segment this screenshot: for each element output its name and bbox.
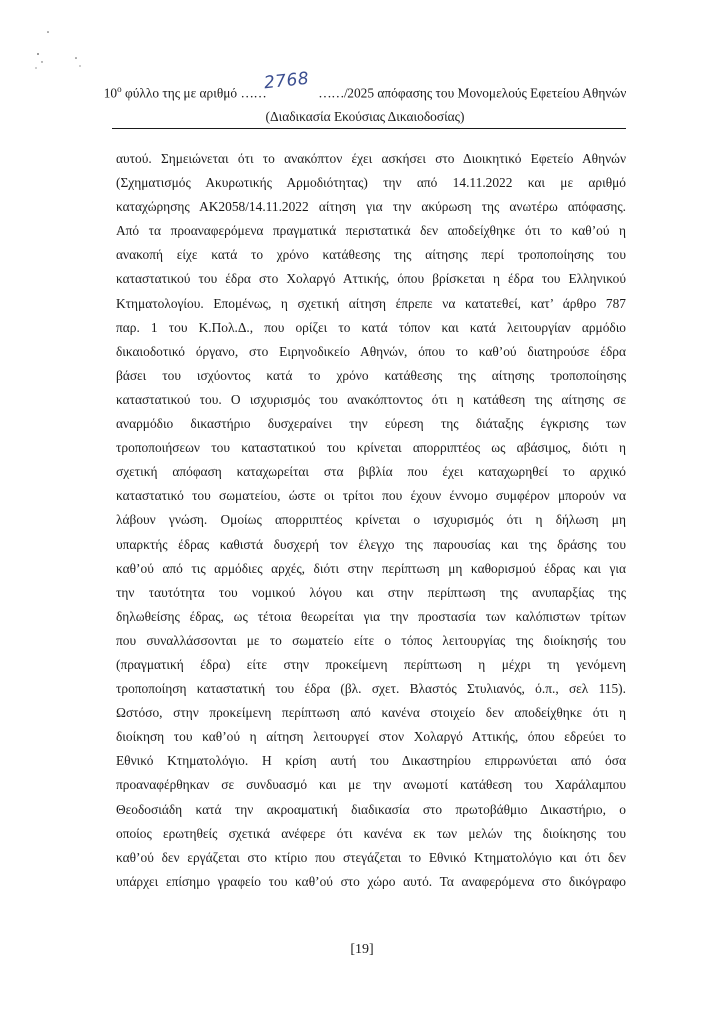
page-header [100, 69, 630, 129]
body-line: αναρμόδιο δικαστήριο δυσχεραίνει την εύρεση της διάταξης έγκρισης των [116, 416, 626, 432]
body-line: καταχώρησης ΑΚ2058/14.11.2022 αίτηση για την ακύρωση της ανωτέρω απόφασης. [116, 199, 626, 215]
header-dots-before: …… [240, 85, 267, 101]
page-number: [19] [350, 942, 374, 957]
sheet-number-superscript: ο [117, 84, 122, 94]
body-paragraph [116, 147, 626, 894]
body-line: καταστατικού του. Ο ισχυρισμός του ανακόπτοντος ότι η κατάθεση της αίτησης σε [116, 391, 626, 407]
body-line: υπάρχει επίσημο γραφείο του καθ’ού στο χώρο αυτό. Τα αναφερόμενα στο δικόγραφο [116, 873, 626, 889]
body-line: διοίκηση του καθ’ού η αίτηση λειτουργεί στον Χολαργό Αττικής, όπου εδρεύει το [116, 729, 626, 745]
body-line: λάβουν γνώση. Ομοίως απορριπτέος κρίνεται ο ισχυρισμός ότι η δήλωση μη [116, 512, 626, 528]
sheet-number: 10 [103, 85, 118, 101]
body-line: καταστατικό του σωματείου, ώστε οι τρίτοι που έχουν έννομο συμφέρον μπορούν να [116, 488, 626, 504]
header-title-line [100, 69, 630, 105]
body-line: υπαρκτής έδρας καθιστά δυσχερή τον έλεγχο της παρουσίας και της δράσης του [116, 536, 626, 552]
body-line: Εθνικό Κτηματολόγιο. Η κρίση αυτή του Δικαστηρίου επιρρωνύεται από όσα [116, 753, 626, 769]
body-line: βάσει του ισχύοντος κατά το χρόνο κατάθεσης της αίτησης τροποποίησης [116, 367, 626, 383]
body-line: την ταυτότητα του νομικού λόγου και στην περίπτωση της ανυπαρξίας της [116, 584, 626, 600]
body-line: αυτού. Σημειώνεται ότι το ανακόπτον έχει ασκήσει στο Διοικητικό Εφετείο Αθηνών [116, 151, 626, 166]
body-line: σχετική απόφαση καταχωρείται στα βιβλία που έχει καταχωρηθεί το αρχικό [116, 464, 626, 480]
header-text-after-number: 2025 απόφασης του Μονομελούς Εφετείου Αθηνών [347, 85, 627, 101]
header-dots-after: ……/ [318, 85, 348, 101]
body-line: καθ’ού από τις αρμόδιες αρχές, διότι στην περίπτωση μη καθορισμού έδρας και για [116, 560, 626, 576]
header-text-before-number: φύλλο της με αριθμό [121, 85, 241, 101]
body-line: ανακοπή είχε κατά το χρόνο κατάθεσης της αίτησης περί τροποποίησης του [116, 247, 626, 263]
body-line: Από τα προαναφερόμενα πραγματικά περιστατικά δεν αποδείχθηκε ότι το καθ’ού η [116, 223, 626, 239]
body-line: τροποποίηση καταστατική του έδρα (βλ. σχετ. Βλαστός Στυλιανός, ό.π., σελ 115). [116, 681, 626, 697]
body-line: (Σχηματισμός Ακυρωτικής Αρμοδιότητας) την από 14.11.2022 και με αριθμό [116, 175, 626, 191]
header-subtitle: (Διαδικασία Εκούσιας Δικαιοδοσίας) [265, 109, 465, 125]
body-line: καταστατικού του έδρα στο Χολαργό Αττικής, όπου βρίσκεται η έδρα του Ελληνικού [116, 271, 626, 287]
header-rule [112, 128, 626, 129]
body-line: παρ. 1 του Κ.Πολ.Δ., που ορίζει το κατά τόπον και κατά λειτουργίαν αρμόδιο [116, 319, 626, 335]
body-line: οποίος ερωτηθείς σχετικά ανέφερε ότι κανένα εκ των μελών της διοίκησης του [116, 825, 626, 841]
handwritten-decision-number: 2768 [263, 69, 311, 94]
scan-specks [30, 28, 90, 88]
body-line: Κτηματολογίου. Επομένως, η σχετική αίτηση έπρεπε να κατατεθεί, κατ’ άρθρο 787 [116, 295, 626, 311]
body-line: (πραγματική έδρα) είτε στην προκείμενη περίπτωση η μέχρι τη γενόμενη [116, 656, 626, 672]
body-line: Ωστόσο, στην προκείμενη περίπτωση από κανένα στοιχείο δεν αποδείχθηκε ότι η [116, 705, 626, 721]
body-line: προαναφέρθηκαν σε συνδυασμό και με την ανωμοτί κατάθεση του Χαράλαμπου [116, 777, 626, 793]
body-line: Θεοδοσιάδη κατά την ακροαματική διαδικασία στο πρωτοβάθμιο Δικαστήριο, ο [116, 801, 626, 817]
body-line: τροποποιήσεων του καταστατικού του κρίνεται απορριπτέος ως αβάσιμος, διότι η [116, 440, 626, 456]
body-line: καθ’ού δεν εργάζεται στο κτίριο που στεγάζεται το Εθνικό Κτηματολόγιο και ότι δεν [116, 849, 626, 865]
body-line: δηλωθείσης έδρας, ως τέτοια θεωρείται για την προστασία των καλόπιστων τρίτων [116, 608, 626, 624]
body-line: δικαιοδοτικό όργανο, στο Ειρηνοδικείο Αθηνών, όπου το καθ’ού διατηρούσε έδρα [116, 343, 626, 359]
body-line: που συναλλάσσονται με το σωματείο είτε ο τόπος λειτουργίας της διοίκησής του [116, 632, 626, 648]
